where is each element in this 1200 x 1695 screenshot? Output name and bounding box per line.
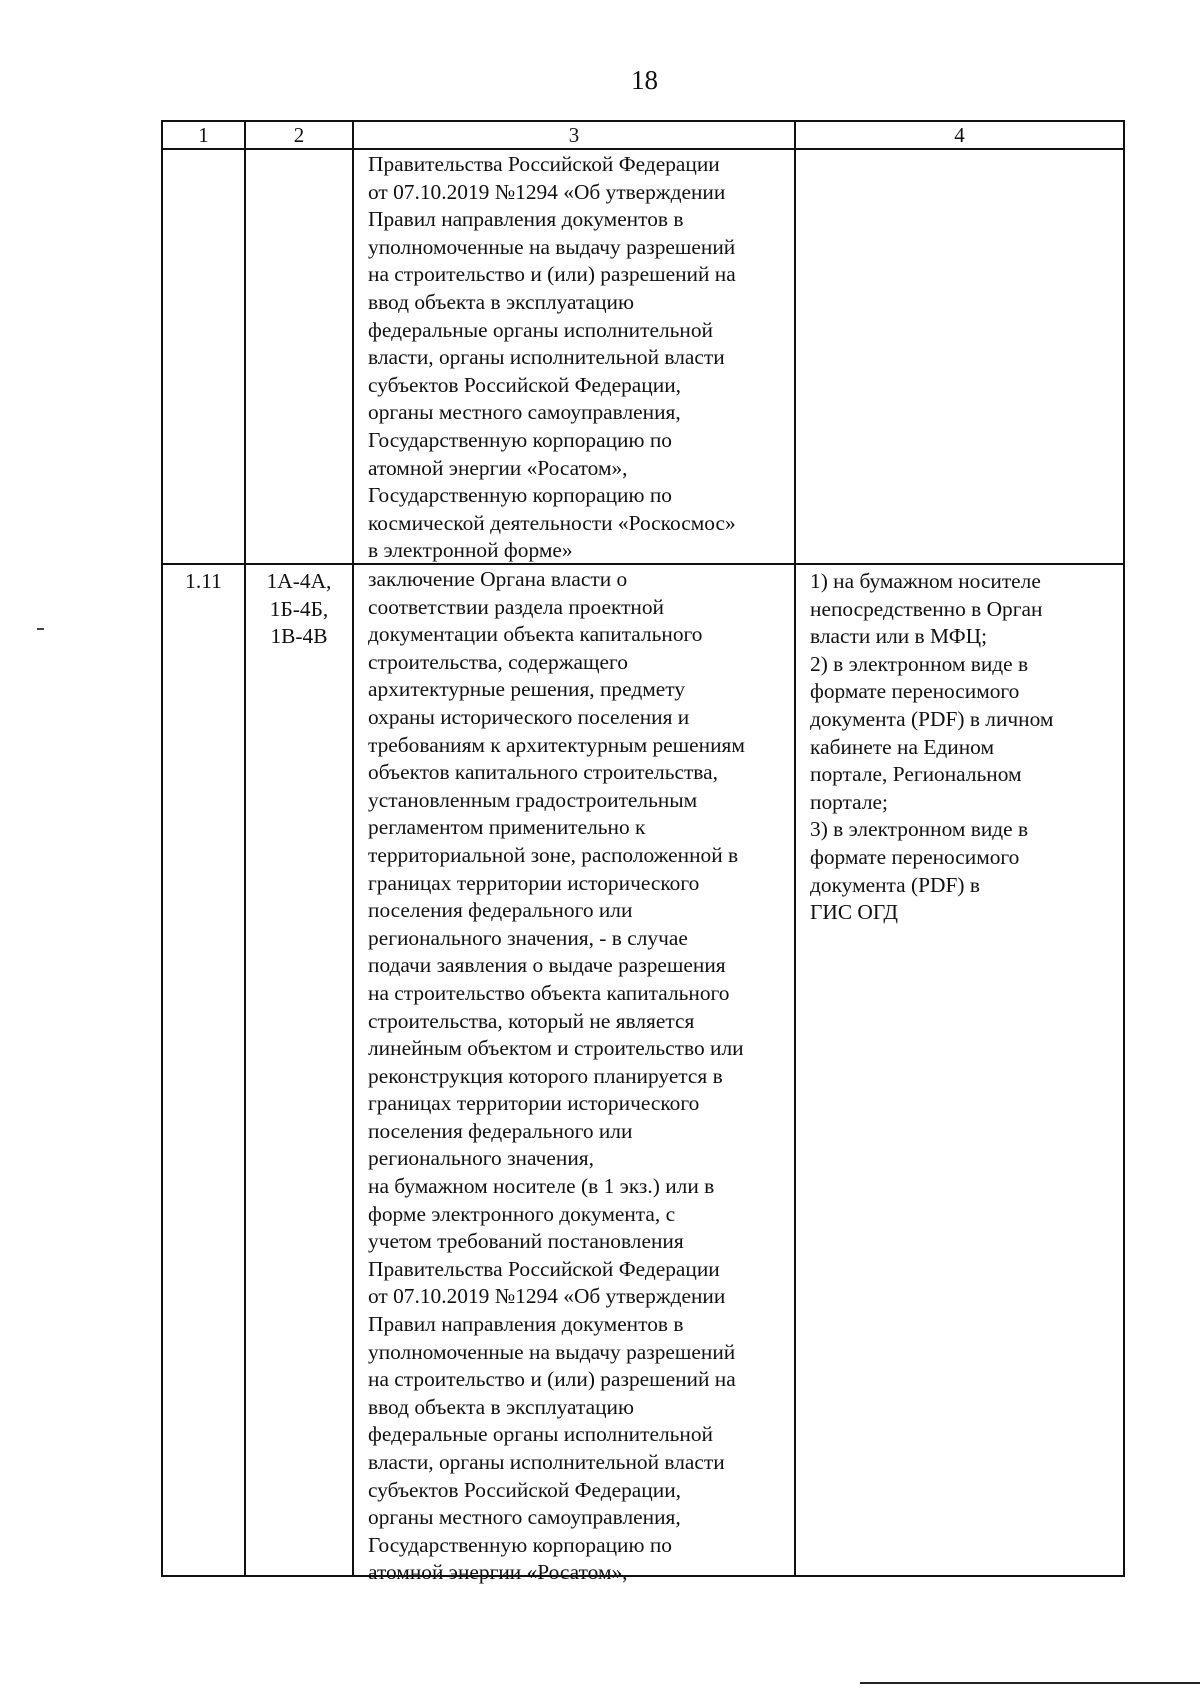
text-line: уполномоченные на выдачу разрешений [368, 234, 736, 259]
text-line: охраны исторического поселения и [368, 704, 690, 729]
text-line: от 07.10.2019 №1294 «Об утверждении [368, 1284, 726, 1309]
text-line: атомной энергии «Росатом», [368, 455, 628, 480]
text-line: на строительство и (или) разрешений на [368, 262, 736, 287]
text-line: соответствии раздела проектной [368, 594, 665, 619]
text-line: линейным объектом и строительство или [368, 1036, 744, 1061]
row-1-11-col-2 [246, 565, 354, 1575]
text-line: формате переносимого [810, 679, 1020, 704]
text-line: регионального значения, [368, 1146, 594, 1171]
text-line: 1В-4В [270, 624, 328, 649]
row-number: 1.11 [185, 569, 222, 593]
text-line: Правил направления документов в [368, 207, 684, 232]
text-line: субъектов Российской Федерации, [368, 1477, 681, 1502]
text-line: уполномоченные на выдачу разрешений [368, 1339, 736, 1364]
text-line: учетом требований постановления [368, 1229, 684, 1254]
text-line: Правительства Российской Федерации [368, 1256, 720, 1281]
text-line: власти, органы исполнительной власти [368, 1450, 725, 1474]
text-line: космической деятельности «Роскосмос» [368, 510, 736, 535]
text-line: границах территории исторического [368, 1091, 700, 1116]
text-line: регионального значения, - в случае [368, 925, 688, 950]
text-line: требованиям к архитектурным решениям [368, 732, 745, 757]
cont-col-3-text [354, 150, 794, 565]
text-line: регламентом применительно к [368, 815, 646, 840]
row-1-11-col-3 [354, 565, 796, 1585]
text-line: 3) в электронном виде в [810, 817, 1029, 842]
text-line: территориальной зоне, расположенной в [368, 842, 739, 867]
text-line: власти, органы исполнительной власти [368, 345, 725, 370]
text-line: органы местного самоуправления, [368, 400, 681, 425]
table-row-1-11 [163, 565, 1123, 1585]
header-col-2: 2 [246, 122, 354, 148]
text-line: на строительство и (или) разрешений на [368, 1367, 736, 1392]
text-line: кабинете на Едином [810, 734, 994, 759]
text-line: реконструкция которого планируется в [368, 1063, 723, 1088]
text-line: строительства, который не является [368, 1008, 695, 1033]
text-line: объектов капитального строительства, [368, 760, 718, 785]
cont-col-1 [163, 150, 246, 563]
footer-rule [860, 1682, 1200, 1684]
text-line: документа (PDF) в личном [810, 706, 1054, 731]
cont-col-4 [796, 150, 1123, 563]
text-line: заключение Органа власти о [368, 567, 628, 591]
text-line: границах территории исторического [368, 870, 700, 895]
text-line: в электронной форме» [368, 538, 573, 563]
row-1-11-col-4 [796, 565, 1123, 1575]
cont-col-3 [354, 150, 796, 563]
text-line: федеральные органы исполнительной [368, 317, 713, 342]
text-line: Государственную корпорацию по [368, 483, 672, 508]
text-line: документа (PDF) в [810, 872, 980, 897]
text-line: архитектурные решения, предмету [368, 677, 686, 702]
text-line: 2) в электронном виде в [810, 651, 1029, 676]
text-line: 1А-4А, [266, 569, 332, 593]
document-table [161, 120, 1125, 1585]
text-line: органы местного самоуправления, [368, 1505, 681, 1530]
text-line: подачи заявления о выдаче разрешения [368, 953, 726, 978]
text-line: 1Б-4Б, [269, 596, 329, 621]
text-line: ввод объекта в эксплуатацию [368, 1394, 634, 1419]
text-line: Государственную корпорацию по [368, 427, 672, 452]
header-col-4: 4 [954, 123, 965, 147]
text-line: установленным градостроительным [368, 787, 698, 812]
text-line: непосредственно в Орган [810, 596, 1043, 621]
text-line: формате переносимого [810, 844, 1020, 869]
text-line: ГИС ОГД [810, 900, 898, 925]
row-1-11-codes [246, 565, 352, 651]
header-col-1: 1 [163, 122, 246, 148]
text-line: Государственную корпорацию по [368, 1532, 672, 1557]
text-line: Правил направления документов в [368, 1312, 684, 1337]
table-row-continuation [163, 150, 1123, 565]
page-number: 18 [631, 65, 658, 95]
row-1-11-document-description [354, 565, 794, 1587]
text-line: форме электронного документа, с [368, 1201, 676, 1226]
text-line: на строительство объекта капитального [368, 980, 730, 1005]
text-line: Правительства Российской Федерации [368, 152, 720, 176]
text-line: строительства, содержащего [368, 649, 628, 674]
scan-mark [37, 628, 44, 630]
text-line: ввод объекта в эксплуатацию [368, 289, 634, 314]
text-line: портале; [810, 789, 888, 814]
row-1-11-col-1 [163, 565, 246, 1575]
text-line: власти или в МФЦ; [810, 624, 988, 649]
text-line: портале, Региональном [810, 762, 1022, 787]
text-line: федеральные органы исполнительной [368, 1422, 713, 1447]
text-line: поселения федерального или [368, 898, 633, 923]
text-line: документации объекта капитального [368, 622, 703, 647]
cont-col-2 [246, 150, 354, 563]
table-header-row [163, 122, 1123, 150]
text-line: поселения федерального или [368, 1118, 633, 1143]
text-line: от 07.10.2019 №1294 «Об утверждении [368, 179, 726, 204]
text-line: на бумажном носителе (в 1 экз.) или в [368, 1174, 715, 1199]
header-col-3: 3 [354, 122, 796, 148]
text-line: атомной энергии «Росатом», [368, 1560, 628, 1585]
row-1-11-delivery-methods [796, 565, 1123, 927]
text-line: 1) на бумажном носителе [810, 569, 1041, 593]
text-line: субъектов Российской Федерации, [368, 372, 681, 397]
